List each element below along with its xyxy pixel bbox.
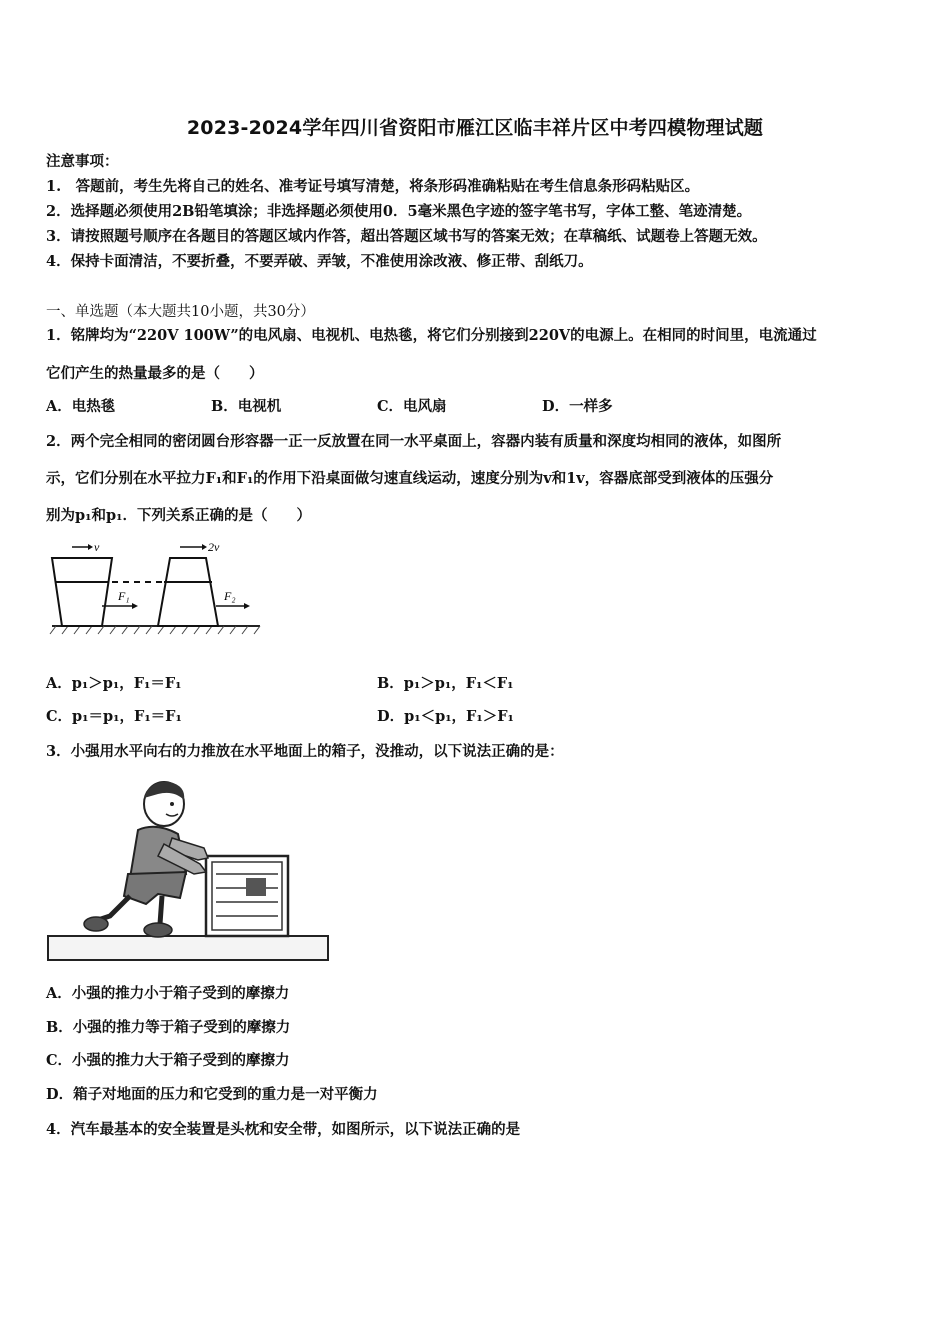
- boy-leg: [98, 896, 130, 920]
- boy-shoe: [84, 917, 108, 931]
- force-label-left: F₁: [118, 589, 130, 603]
- q1-option-b[interactable]: B．电视机: [211, 398, 282, 415]
- ground-hatching: [50, 626, 260, 634]
- arrowhead-icon: [202, 544, 207, 550]
- q2-option-d[interactable]: D．p₁＜p₁，F₁＞F₁: [377, 708, 514, 725]
- boy-shoe: [144, 923, 172, 937]
- q1-option-a[interactable]: A．电热毯: [46, 398, 116, 415]
- arrowhead-icon: [244, 603, 250, 609]
- q2-option-c[interactable]: C．p₁＝p₁，F₁＝F₁: [46, 708, 182, 725]
- q2-option-b[interactable]: B．p₁＞p₁，F₁＜F₁: [377, 675, 514, 692]
- q3-figure-boy-pushing-box: [46, 778, 330, 964]
- boy-shorts: [124, 872, 186, 904]
- q1-stem-line1: 1．铭牌均为“220V 100W”的电风扇、电视机、电热毯，将它们分别接到220V的电源上。在相同的时间里，电流通过: [46, 327, 817, 344]
- velocity-label-left: v: [94, 540, 100, 554]
- boy-leg: [158, 896, 162, 926]
- force-label-right: F₂: [224, 589, 236, 603]
- notice-heading: 注意事项：: [46, 153, 119, 170]
- q4-stem: 4．汽车最基本的安全装置是头枕和安全带，如图所示，以下说法正确的是: [46, 1121, 521, 1138]
- q2-stem-line2: 示，它们分别在水平拉力F₁和F₁的作用下沿桌面做匀速直线运动，速度分别为v和1v，容器底部受到液体的压强分: [46, 470, 774, 487]
- floor-slab: [48, 936, 328, 960]
- q2-stem-line1: 2．两个完全相同的密闭圆台形容器一正一反放置在同一水平桌面上，容器内装有质量和深度均相同的液体，如图所: [46, 433, 782, 450]
- q1-stem-line2: 它们产生的热量最多的是（ ）: [46, 365, 264, 382]
- container-upright: [158, 558, 218, 626]
- notice-item: 2．选择题必须使用2B铅笔填涂；非选择题必须使用0．5毫米黑色字迹的签字笔书写，字体工整、笔迹清楚。: [46, 203, 752, 220]
- notice-item: 3．请按照题号顺序在各题目的答题区域内作答，超出答题区域书写的答案无效；在草稿纸、试题卷上答题无效。: [46, 228, 767, 245]
- arrowhead-icon: [88, 544, 93, 550]
- section-heading: 一、单选题（本大题共10小题，共30分）: [46, 304, 315, 320]
- arrowhead-icon: [132, 603, 138, 609]
- notice-item: 4．保持卡面清洁，不要折叠，不要弄破、弄皱，不准使用涂改液、修正带、刮纸刀。: [46, 253, 593, 270]
- q1-option-d[interactable]: D．一样多: [542, 398, 613, 415]
- q1-option-c[interactable]: C．电风扇: [377, 398, 447, 415]
- container-inverted: [52, 558, 112, 626]
- q2-figure: [46, 536, 268, 640]
- q3-option-b[interactable]: B．小强的推力等于箱子受到的摩擦力: [46, 1019, 291, 1036]
- velocity-label-right: 2v: [208, 540, 220, 554]
- q2-stem-line3: 别为p₁和p₁．下列关系正确的是（ ）: [46, 507, 311, 524]
- notice-item: 1. 答题前，考生先将自己的姓名、准考证号填写清楚，将条形码准确粘贴在考生信息条形码粘贴区。: [46, 178, 700, 195]
- box-label: [246, 878, 266, 896]
- q3-option-c[interactable]: C．小强的推力大于箱子受到的摩擦力: [46, 1052, 290, 1069]
- page-title: 2023-2024学年四川省资阳市雁江区临丰祥片区中考四模物理试题: [186, 117, 764, 139]
- q3-option-d[interactable]: D．箱子对地面的压力和它受到的重力是一对平衡力: [46, 1086, 378, 1103]
- q3-stem: 3．小强用水平向右的力推放在水平地面上的箱子，没推动，以下说法正确的是：: [46, 743, 564, 760]
- q2-option-a[interactable]: A．p₁＞p₁，F₁＝F₁: [46, 675, 182, 692]
- q3-option-a[interactable]: A．小强的推力小于箱子受到的摩擦力: [46, 985, 290, 1002]
